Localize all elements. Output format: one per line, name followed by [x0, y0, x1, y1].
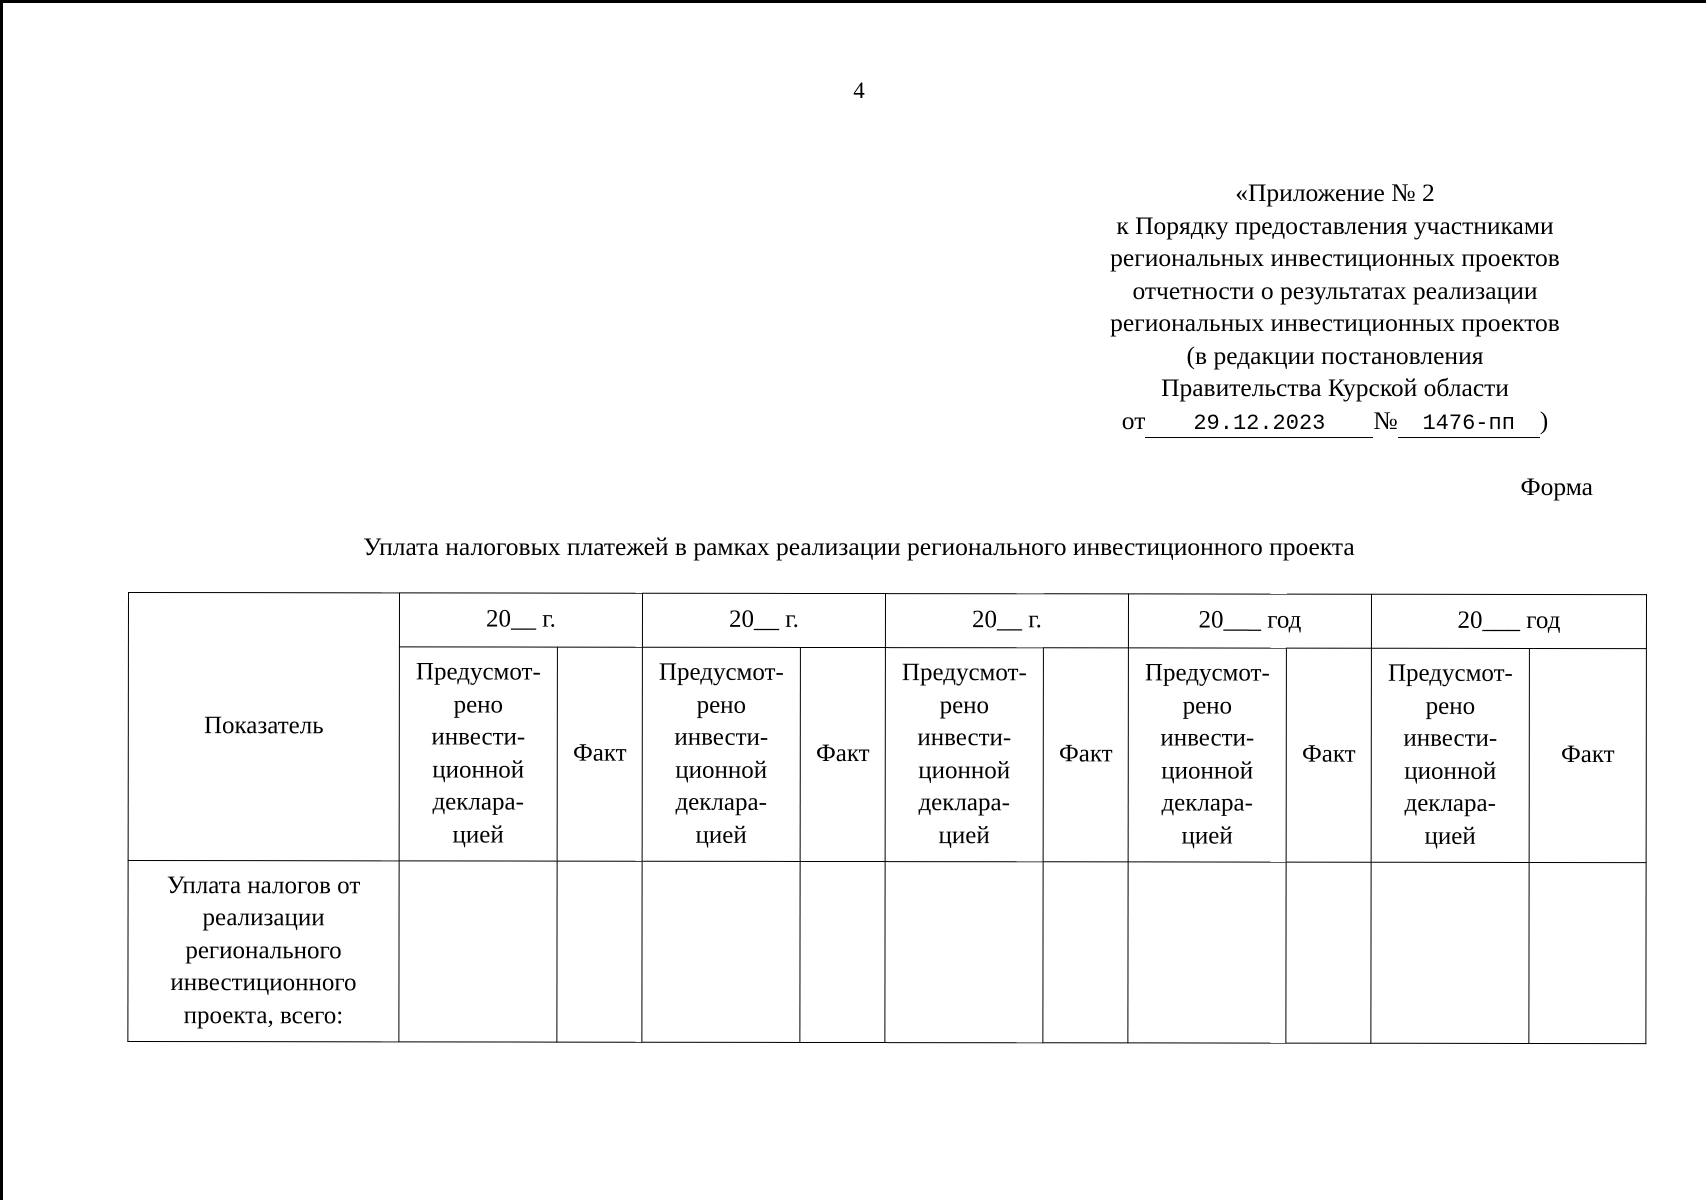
fact-header: Факт [1529, 648, 1646, 862]
planned-header-line: рено [453, 690, 504, 719]
planned-header-line: Предусмот- [901, 659, 1027, 687]
planned-header-line: деклара- [432, 788, 524, 816]
year-header: 20__ г. [885, 594, 1128, 648]
tax-payments-table [127, 592, 1647, 1044]
planned-header-line: Предусмот- [658, 658, 784, 686]
fact-value-cell [1286, 862, 1371, 1043]
year-header-row [128, 593, 1646, 649]
planned-header-line: цией [452, 820, 504, 849]
planned-header-line: деклара- [675, 788, 767, 816]
page-border-left [0, 0, 3, 1200]
planned-header-line: рено [696, 691, 747, 719]
planned-header-line: инвести- [917, 724, 1012, 752]
page-number: 4 [853, 78, 865, 103]
number-prefix: № [1373, 405, 1398, 435]
planned-header-line: деклара- [1404, 789, 1496, 817]
appendix-line: региональных инвестиционных проектов [1110, 308, 1560, 337]
indicator-name: Уплата налогов от реализации регионального инвестиционного проекта, всего: [128, 861, 399, 1042]
fact-header: Факт [800, 647, 885, 861]
planned-header-line: цией [938, 821, 990, 849]
fact-value-cell [800, 861, 885, 1042]
planned-header [885, 648, 1043, 862]
planned-header-line: Предусмот- [1144, 659, 1270, 687]
planned-header-line: Предусмот- [415, 658, 541, 686]
appendix-line: (в редакции постановления [1186, 340, 1484, 370]
planned-header-line: инвести- [1403, 724, 1498, 752]
planned-header-line: инвести- [1160, 724, 1255, 752]
planned-header [642, 647, 800, 861]
closing-paren: ) [1539, 405, 1549, 435]
appendix-line: отчетности о результатах реализации [1132, 275, 1538, 305]
fact-value-cell [1043, 862, 1128, 1043]
year-header: 20__ г. [399, 593, 642, 647]
year-header: 20___ год [1128, 594, 1371, 648]
planned-header-line: цией [695, 821, 747, 849]
planned-header-line: ционной [918, 756, 1011, 784]
resolution-reference [1030, 405, 1640, 438]
planned-header-line: инвести- [674, 723, 769, 751]
planned-header-line: цией [1181, 821, 1233, 850]
planned-value-cell [1128, 862, 1286, 1043]
fact-header: Факт [1286, 648, 1371, 862]
planned-header-line: ционной [1161, 756, 1254, 785]
appendix-header [1030, 177, 1640, 438]
planned-value-cell [1371, 862, 1529, 1043]
year-header: 20___ год [1371, 594, 1646, 648]
appendix-line: региональных инвестиционных проектов [1110, 243, 1560, 272]
planned-header-line: деклара- [1161, 789, 1253, 817]
resolution-number: 1476-пп [1398, 411, 1540, 438]
planned-header-line: ционной [432, 755, 525, 784]
planned-header-line: Предусмот- [1387, 659, 1513, 687]
planned-header-line: рено [1182, 691, 1233, 720]
planned-header-line: рено [939, 691, 990, 719]
fact-value-cell [557, 861, 642, 1042]
planned-value-cell [642, 861, 800, 1042]
date-prefix: от [1121, 405, 1146, 435]
planned-header [1371, 648, 1529, 862]
form-label: Форма [1520, 472, 1593, 501]
planned-header-line: инвести- [431, 723, 526, 751]
indicator-header: Показатель [128, 593, 399, 861]
planned-header [399, 647, 557, 861]
planned-header-line: деклара- [918, 789, 1010, 817]
planned-header-line: рено [1425, 692, 1476, 720]
planned-header [1128, 648, 1286, 862]
planned-header-line: ционной [1404, 757, 1497, 785]
appendix-line: «Приложение № 2 [1235, 178, 1435, 207]
resolution-date: 29.12.2023 [1145, 411, 1373, 438]
year-header: 20__ г. [642, 593, 885, 647]
page-border-top [0, 0, 1706, 3]
appendix-line: Правительства Курской области [1161, 373, 1509, 402]
fact-header: Факт [557, 647, 642, 861]
fact-header: Факт [1043, 648, 1128, 862]
document-title: Уплата налоговых платежей в рамках реализации регионального инвестиционного проекта [363, 532, 1355, 561]
table-row [128, 861, 1646, 1044]
planned-header-line: ционной [675, 756, 768, 784]
planned-value-cell [399, 861, 557, 1042]
planned-header-line: цией [1424, 822, 1476, 850]
appendix-line: к Порядку предоставления участниками [1116, 210, 1554, 240]
planned-value-cell [885, 862, 1043, 1043]
fact-value-cell [1529, 862, 1646, 1043]
